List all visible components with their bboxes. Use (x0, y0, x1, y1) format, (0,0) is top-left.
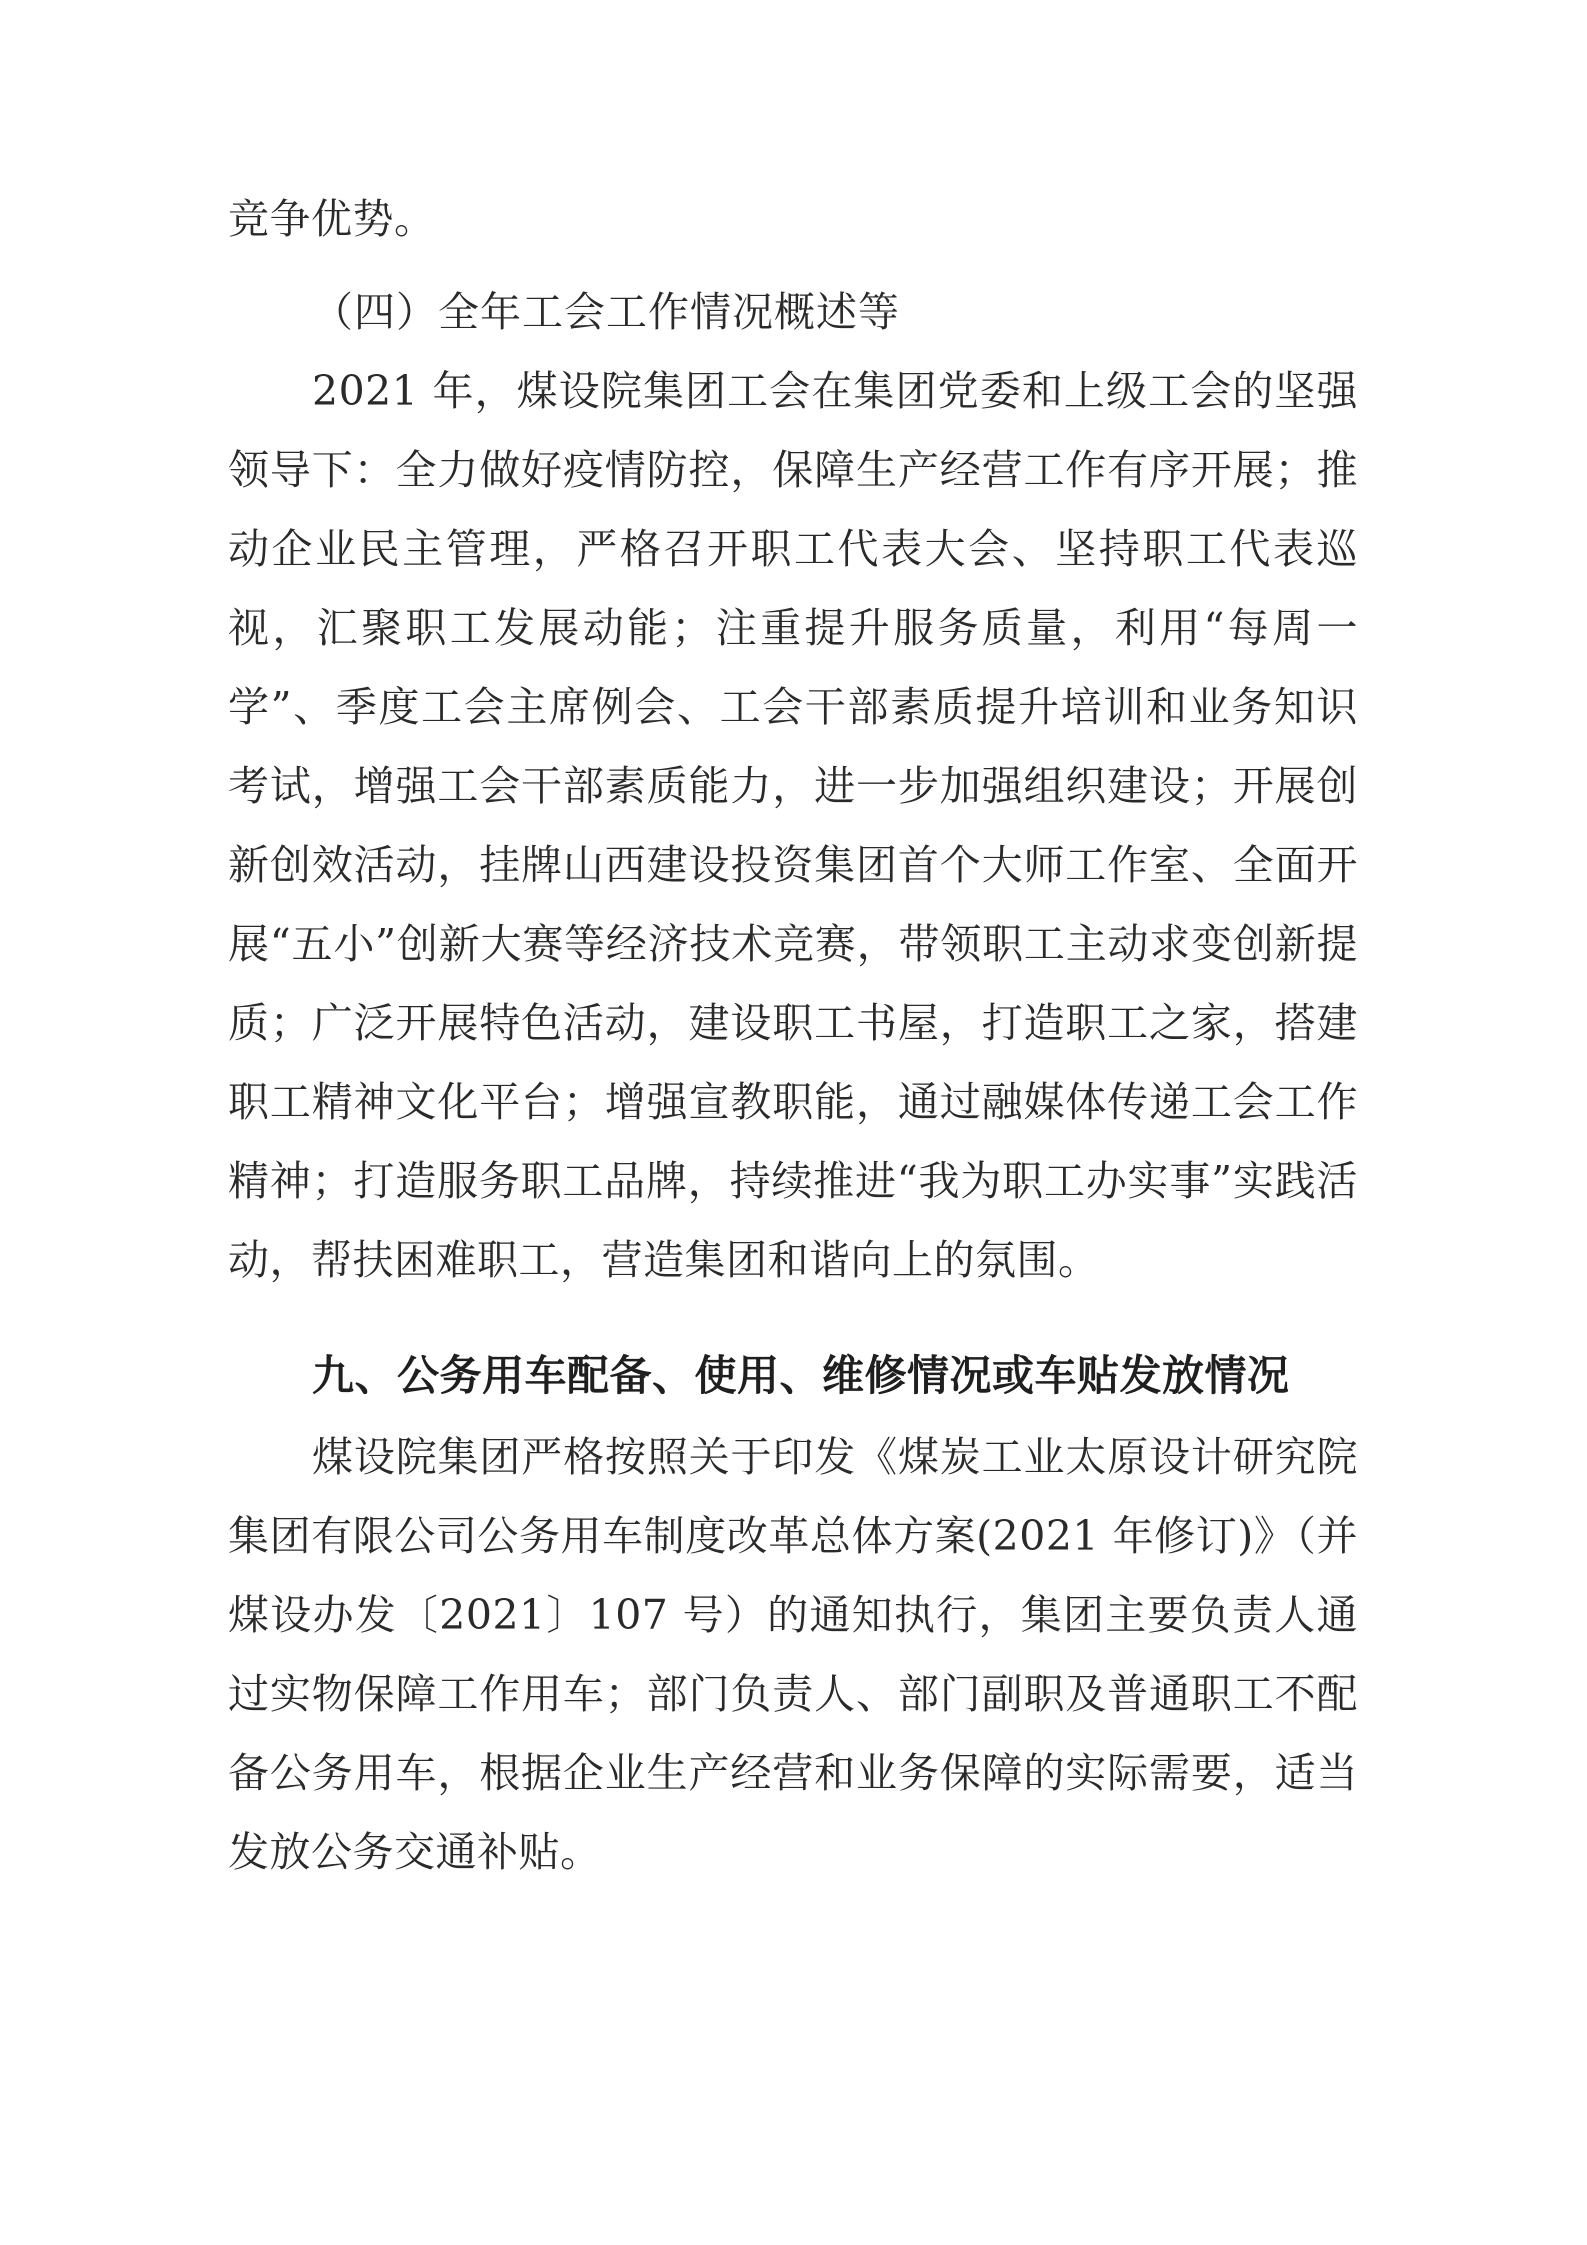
section-heading-nine: 九、公务用车配备、使用、维修情况或车贴发放情况 (312, 1351, 1290, 1400)
document-body (228, 180, 1358, 1896)
continued-paragraph: 竞争优势。 (228, 195, 436, 243)
section-four-paragraph: 2021 年，煤设院集团工会在集团党委和上级工会的坚强领导下：全力做好疫情防控，保障生产经营工作有序开展；推动企业民主管理，严格召开职工代表大会、坚持职工代表巡视，汇聚职工发展动能；注重提升服务质量，利用“每周一学”、季度工会主席例会、工会干部素质提升培训和业务知识考试，增强工会干部素质能力，进一步加强组织建设；开展创新创效活动，挂牌山西建设投资集团首个大师工作室、全面开展“五小”创新大赛等经济技术竞赛，带领职工主动求变创新提质；广泛开展特色活动，建设职工书屋，打造职工之家，搭建职工精神文化平台；增强宣教职能，通过融媒体传递工会工作精神；打造服务职工品牌，持续推进“我为职工办实事”实践活动，帮扶困难职工，营造集团和谐向上的氛围。 (228, 367, 1358, 1284)
section-heading-four: （四）全年工会工作情况概述等 (312, 288, 900, 336)
spacer (228, 1304, 1358, 1322)
spacer (228, 263, 1358, 273)
section-nine-paragraph: 煤设院集团严格按照关于印发《煤炭工业太原设计研究院集团有限公司公务用车制度改革总体方案(2021 年修订)》（并煤设办发〔2021〕107 号）的通知执行，集团主要负责人通过实物保障工作用车；部门负责人、部门副职及普通职工不配备公务用车，根据企业生产经营和业务保障的实际需要，适当发放公务交通补贴。 (228, 1433, 1358, 1876)
